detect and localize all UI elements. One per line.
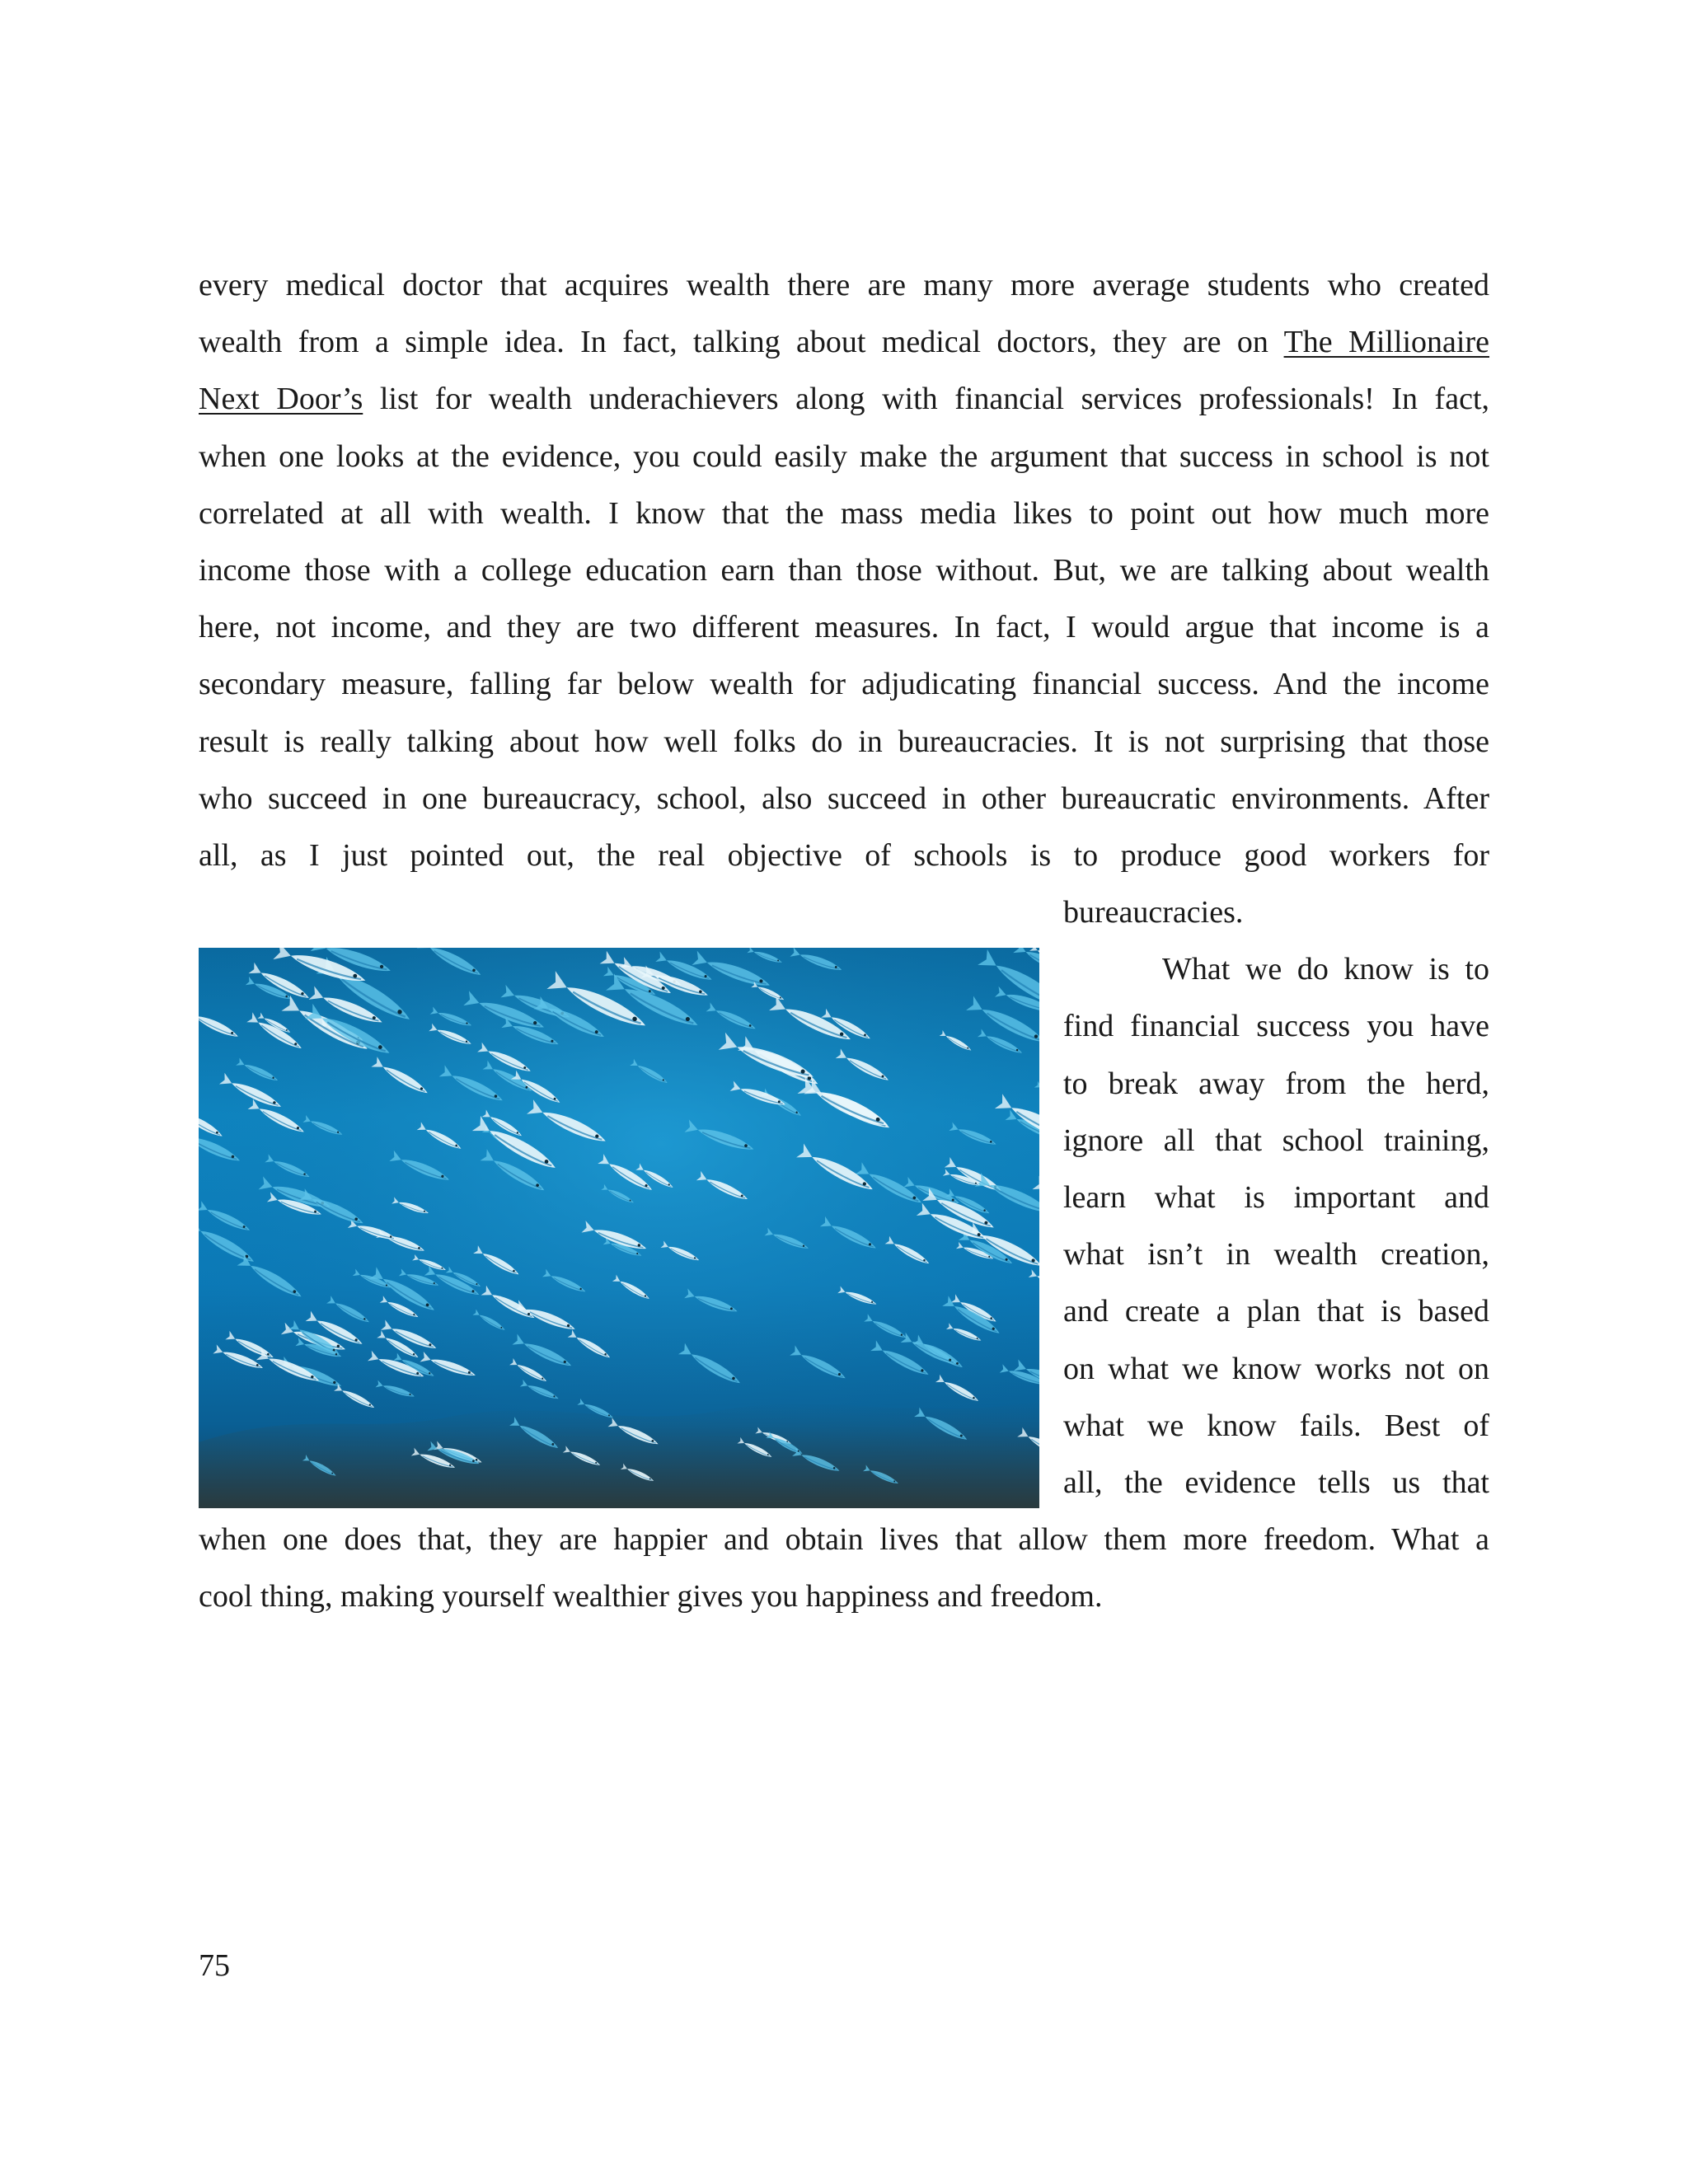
- wrapped-text-column: [1063, 884, 1489, 1511]
- body-paragraph: [199, 257, 1489, 884]
- text-line: what isn’t in wealth creation,: [1063, 1237, 1489, 1272]
- text-line: [199, 314, 1489, 371]
- text-line: result is really talking about how well folks do in bureaucracies. It is not surprising that those: [199, 724, 1489, 759]
- text-segment: wealth from a simple idea. In fact, talking about medical doctors, they are on: [199, 325, 1284, 360]
- school-of-fish-photo: [199, 948, 1039, 1508]
- text-segment: list for wealth underachievers along with financial services professionals! In fact,: [363, 382, 1489, 417]
- text-line: correlated at all with wealth. I know that the mass media likes to point out how much more: [199, 495, 1489, 531]
- text-line: secondary measure, falling far below wealth for adjudicating financial success. And the income: [199, 667, 1489, 702]
- text-line: [199, 371, 1489, 428]
- text-line: every medical doctor that acquires wealth there are many more average students who created: [199, 268, 1489, 302]
- text-line: here, not income, and they are two different measures. In fact, I would argue that income is a: [199, 610, 1489, 645]
- text-line: income those with a college education earn than those without. But, we are talking about wealth: [199, 552, 1489, 588]
- text-line: ignore all that school training,: [1063, 1122, 1489, 1158]
- text-line: to break away from the herd,: [1063, 1066, 1489, 1101]
- text-line: What we do know is to: [1162, 952, 1489, 987]
- book-title: Next Door’s: [199, 382, 363, 417]
- text-line: when one looks at the evidence, you could easily make the argument that success in school is not: [199, 438, 1489, 474]
- text-line: and create a plan that is based: [1063, 1294, 1489, 1329]
- text-line: who succeed in one bureaucracy, school, also succeed in other bureaucratic environments. After: [199, 780, 1489, 816]
- text-line: on what we know works not on: [1063, 1351, 1489, 1386]
- text-line: all, as I just pointed out, the real objective of schools is to produce good workers for: [199, 837, 1489, 873]
- text-line: learn what is important and: [1063, 1179, 1489, 1215]
- text-line: find financial success you have: [1063, 1009, 1489, 1044]
- page-number: 75: [199, 1948, 230, 1983]
- fish-illustration: [199, 948, 1039, 1508]
- closing-paragraph: [199, 1511, 1489, 1625]
- book-title: The Millionaire: [1283, 325, 1490, 360]
- text-line: what we know fails. Best of: [1063, 1408, 1489, 1443]
- text-line: when one does that, they are happier and obtain lives that allow them more freedom. What a: [199, 1522, 1489, 1557]
- text-line: bureaucracies.: [1063, 895, 1244, 930]
- text-line: cool thing, making yourself wealthier gives you happiness and freedom.: [199, 1579, 1103, 1615]
- text-line: all, the evidence tells us that: [1063, 1465, 1489, 1500]
